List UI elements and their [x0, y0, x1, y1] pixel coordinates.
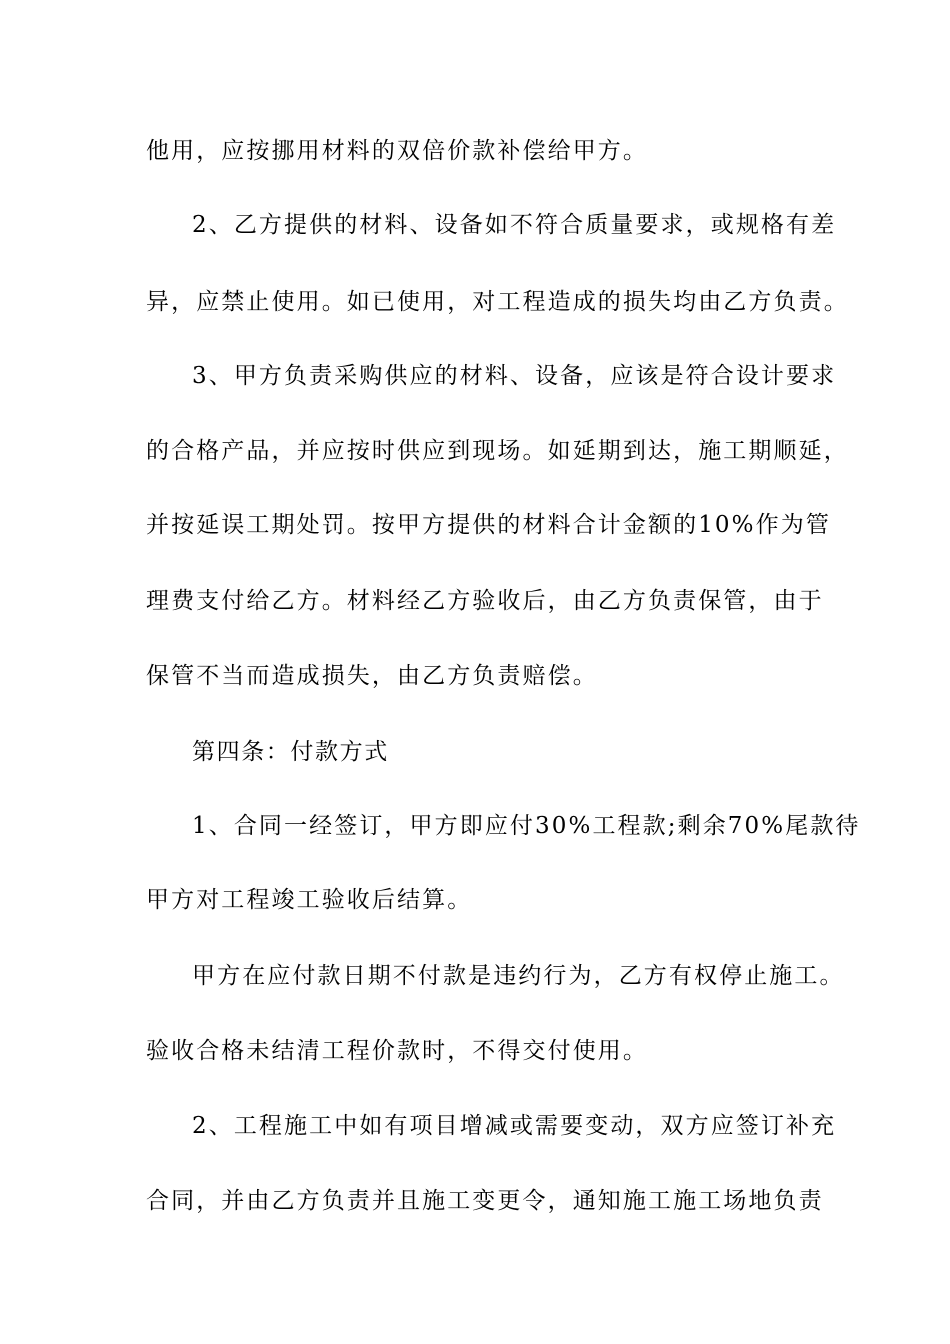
paragraph-line: 的合格产品，并应按时供应到现场。如延期到达，施工期顺延， [146, 438, 849, 464]
paragraph-line: 甲方对工程竣工验收后结算。 [146, 887, 473, 913]
paragraph-line: 理费支付给乙方。材料经乙方验收后，由乙方负责保管，由于 [146, 588, 824, 614]
paragraph-line: 3、甲方负责采购供应的材料、设备，应该是符合设计要求 [192, 363, 837, 389]
paragraph-line: 甲方在应付款日期不付款是违约行为，乙方有权停止施工。 [192, 963, 845, 989]
paragraph-line: 异，应禁止使用。如已使用，对工程造成的损失均由乙方负责。 [146, 289, 849, 315]
paragraph-line: 合同，并由乙方负责并且施工变更令，通知施工施工场地负责 [146, 1188, 824, 1214]
paragraph-line: 1、合同一经签订，甲方即应付30%工程款;剩余70%尾款待 [192, 813, 861, 839]
paragraph-line: 2、工程施工中如有项目增减或需要变动，双方应签订补充 [192, 1113, 837, 1139]
section-heading: 第四条：付款方式 [192, 739, 389, 765]
paragraph-line: 他用，应按挪用材料的双倍价款补偿给甲方。 [146, 138, 648, 164]
paragraph-line: 并按延误工期处罚。按甲方提供的材料合计金额的10%作为管 [146, 512, 831, 538]
paragraph-line: 保管不当而造成损失，由乙方负责赔偿。 [146, 663, 598, 689]
paragraph-line: 2、乙方提供的材料、设备如不符合质量要求，或规格有差 [192, 212, 837, 238]
paragraph-line: 验收合格未结清工程价款时，不得交付使用。 [146, 1038, 648, 1064]
